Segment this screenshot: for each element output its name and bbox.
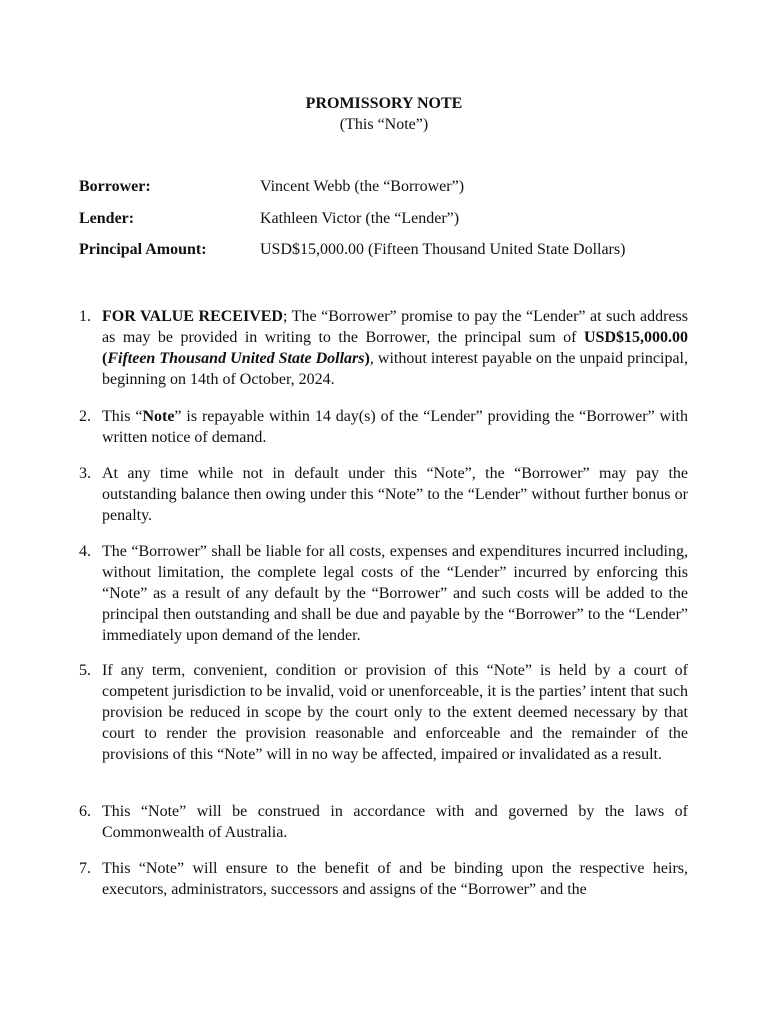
for-value-received: FOR VALUE RECEIVED (102, 308, 283, 325)
clause-6 (79, 801, 688, 843)
clause-text: This “Note” will ensure to the benefit of and be binding upon the respective heirs, executors, administrators, successors and assigns of the “Borrower” and the (102, 860, 688, 898)
clause-number: 1. (79, 308, 91, 325)
principal-row (79, 239, 699, 260)
clause-number: 7. (79, 860, 91, 877)
clause-1 (79, 306, 688, 390)
clause-text: The “Borrower” shall be liable for all costs, expenses and expenditures incurred including, without limitation, the complete legal costs of the “Lender” incurred by enforcing this “Note” as a result of any default by the “Borrower” and such costs will be added to the principal then outstanding and shall be due and payable by the “Borrower” to the “Lender” immediately upon demand of the lender. (102, 543, 688, 644)
clause-number: 6. (79, 803, 91, 820)
clause-5 (79, 660, 688, 765)
clause-text: At any time while not in default under this “Note”, the “Borrower” may pay the outstanding balance then owing under this “Note” to the “Lender” without further bonus or penalty. (102, 465, 688, 524)
clause-number: 5. (79, 662, 91, 679)
clause-text-part: This “ (102, 408, 143, 425)
lender-label: Lender: (79, 210, 135, 227)
clause-number: 4. (79, 543, 91, 560)
borrower-value: Vincent Webb (the “Borrower”) (260, 178, 465, 195)
clause-text-part: ” is repayable within 14 day(s) of the “Lender” providing the “Borrower” with written notice of demand. (102, 408, 689, 446)
clause-text: If any term, convenient, condition or provision of this “Note” is held by a court of competent jurisdiction to be invalid, void or unenforceable, it is the parties’ intent that such provision be reduced in scope by the court only to the extent deemed necessary by that court to render the provision reasonable and enforceable and the remainder of the provisions of this “Note” will in no way be affected, impaired or invalidated as a result. (102, 662, 688, 763)
clause-2 (79, 406, 688, 448)
clause-text-part: ; The “Borrower” promise to pay the “Lender” at such address as may be provided in writing to the Borrower, the principal sum of (102, 308, 688, 346)
principal-amount-figure: USD$15,000.00 ( (102, 329, 688, 367)
principal-value: USD$15,000.00 (Fifteen Thousand United State Dollars) (260, 241, 626, 258)
clause-text-part: , without interest payable on the unpaid principal, beginning on 14th of October, 2024. (102, 350, 688, 388)
clause-4 (79, 541, 688, 646)
principal-amount-close: ) (364, 350, 370, 367)
document-subtitle: (This “Note”) (339, 116, 429, 133)
note-term: Note (142, 408, 175, 425)
clause-text: This “Note” will be construed in accordance with and governed by the laws of Commonwealth of Australia. (102, 803, 688, 841)
clause-number: 2. (79, 408, 91, 425)
lender-row (79, 208, 699, 229)
clause-7 (79, 858, 688, 900)
borrower-row (79, 176, 699, 197)
lender-value: Kathleen Victor (the “Lender”) (260, 210, 460, 227)
clause-3 (79, 463, 688, 526)
clause-text (102, 406, 688, 448)
document-title: PROMISSORY NOTE (305, 95, 463, 112)
clause-text (102, 306, 688, 390)
principal-label: Principal Amount: (79, 241, 207, 258)
clause-number: 3. (79, 465, 91, 482)
borrower-label: Borrower: (79, 178, 151, 195)
principal-amount-words: Fifteen Thousand United State Dollars (107, 350, 365, 367)
